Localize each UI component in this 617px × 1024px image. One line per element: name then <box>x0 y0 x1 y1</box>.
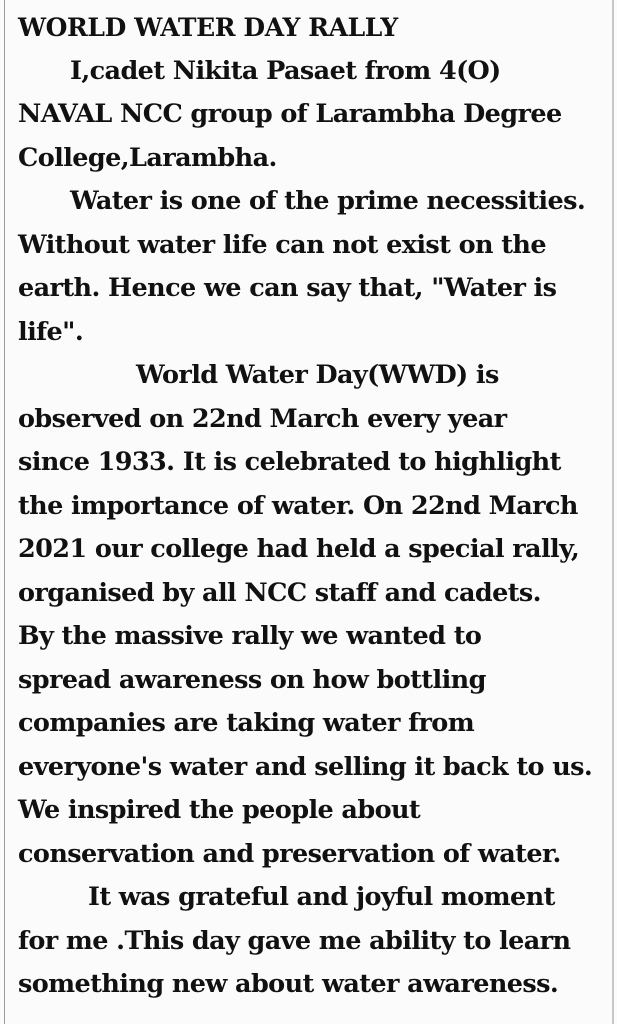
article-title: WORLD WATER DAY RALLY <box>18 13 398 42</box>
text-line: Water is one of the prime necessities. <box>70 186 586 216</box>
text-line: By the massive rally we wanted to <box>18 621 482 651</box>
left-border-line <box>4 0 5 1024</box>
text-line: NAVAL NCC group of Larambha Degree <box>18 99 562 129</box>
text-line: spread awareness on how bottling <box>18 664 486 695</box>
text-line: observed on 22nd March every year <box>18 403 507 434</box>
text-line: World Water Day(WWD) is <box>136 360 499 390</box>
text-line: It was grateful and joyful moment <box>88 882 555 912</box>
text-line: conservation and preservation of water. <box>18 838 561 869</box>
text-line: earth. Hence we can say that, "Water is <box>18 273 557 303</box>
right-border-line <box>612 0 614 1024</box>
text-line: Without water life can not exist on the <box>18 229 547 260</box>
text-line: for me .This day gave me ability to learn <box>18 925 571 956</box>
text-line: everyone's water and selling it back to us. <box>18 751 593 782</box>
text-line: 2021 our college had held a special rally, <box>18 534 580 564</box>
text-line: companies are taking water from <box>18 708 475 738</box>
text-line: something new about water awareness. <box>18 969 559 999</box>
text-line: I,cadet Nikita Pasaet from 4(O) <box>70 55 501 86</box>
text-line: College,Larambha. <box>18 142 277 173</box>
text-line: life". <box>18 316 84 347</box>
text-line: the importance of water. On 22nd March <box>18 490 578 521</box>
text-line: since 1933. It is celebrated to highlight <box>18 447 561 477</box>
text-line: We inspired the people about <box>18 795 421 825</box>
text-line: organised by all NCC staff and cadets. <box>18 577 541 608</box>
article-text <box>18 6 608 1007</box>
